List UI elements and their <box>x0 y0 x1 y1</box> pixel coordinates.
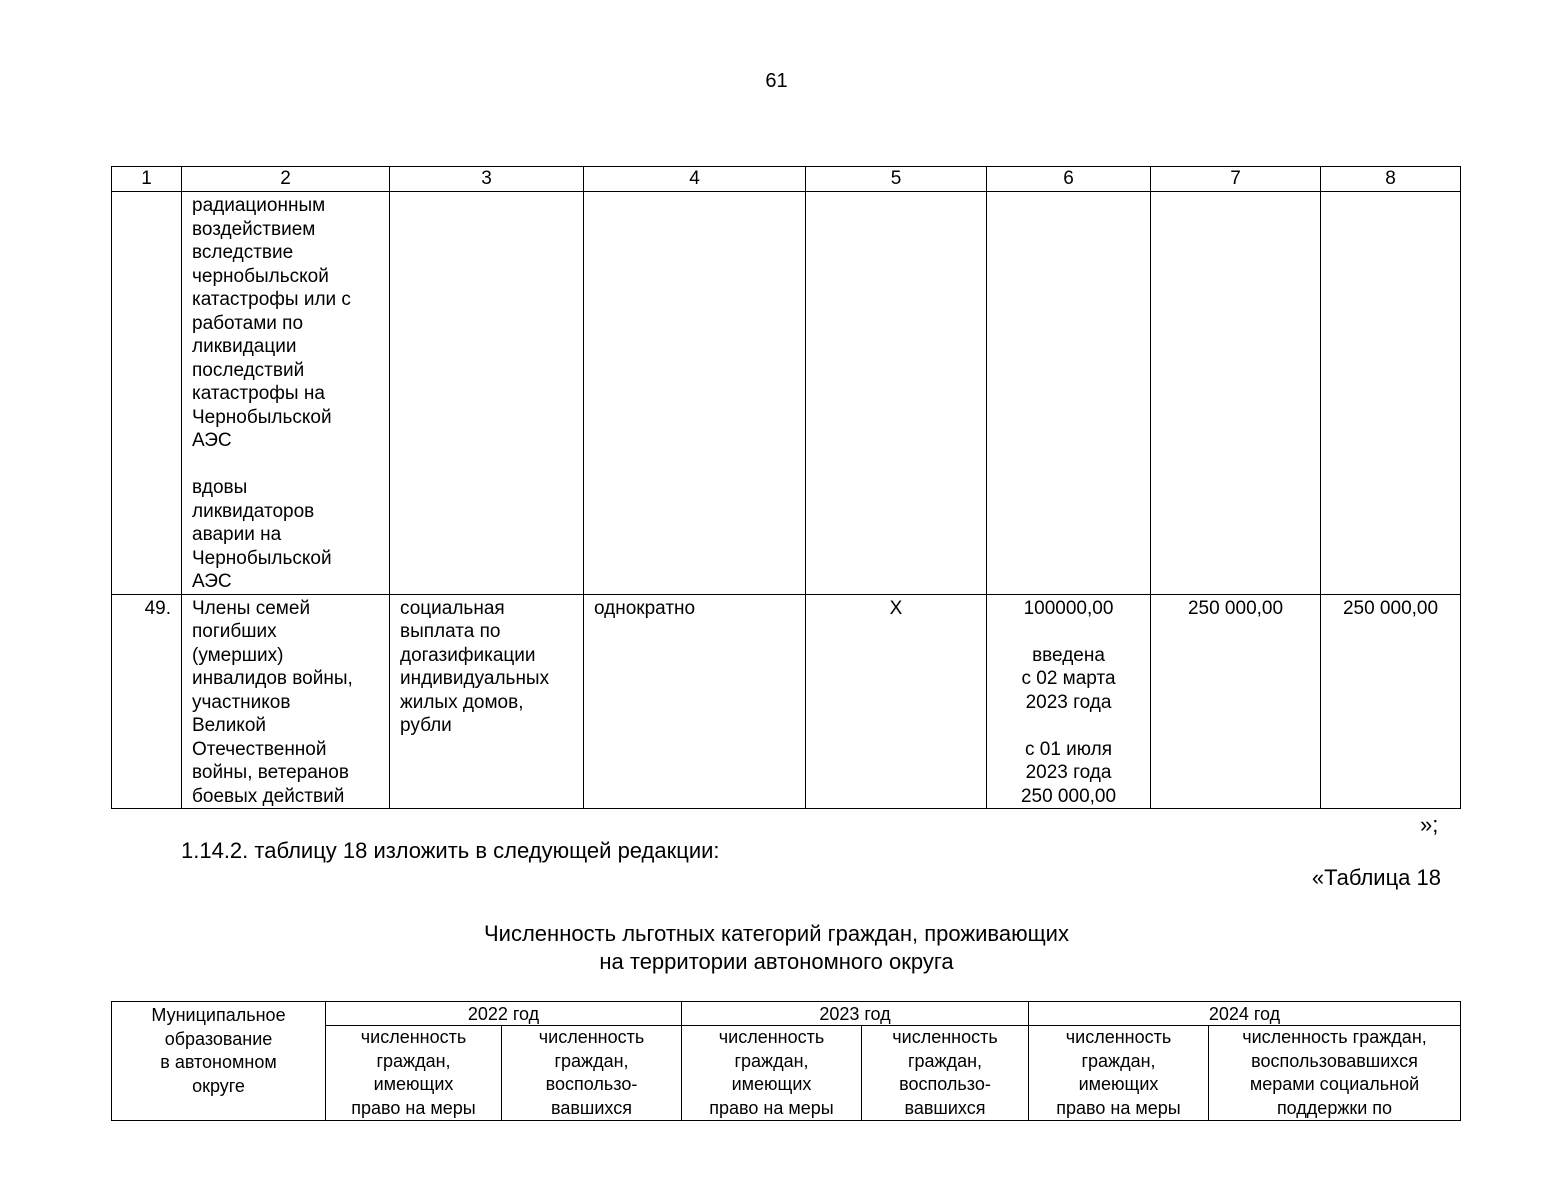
table-cell <box>584 192 806 595</box>
entitled-header: численность граждан, имеющих право на меры <box>682 1026 862 1121</box>
amount-cell: 250 000,00 <box>1321 594 1461 809</box>
category-cell <box>182 192 390 595</box>
column-number: 7 <box>1151 167 1321 192</box>
column-number: 2 <box>182 167 390 192</box>
table-cell <box>987 192 1151 595</box>
category-cell: Члены семей погибших (умерших) инвалидов войны, участников Великой Отечественной войны, ветеранов боевых действий <box>182 594 390 809</box>
table-label: «Таблица 18 <box>1311 865 1441 890</box>
amendment-paragraph: 1.14.2. таблицу 18 изложить в следующей редакции: <box>181 838 720 863</box>
category-text: вдовы ликвидаторов аварии на Чернобыльской АЭС <box>192 477 332 592</box>
column-number: 5 <box>806 167 987 192</box>
used-header: численность граждан, воспользовавшихся мерами социальной поддержки по <box>1209 1026 1461 1121</box>
beneficiaries-table <box>111 1001 1461 1121</box>
amount-cell: 100000,00 введена с 02 марта 2023 года с 01 июля 2023 года 250 000,00 <box>987 594 1151 809</box>
used-header: численность граждан, воспользо- вавшихся <box>502 1026 682 1121</box>
benefits-table-continuation <box>111 166 1461 809</box>
used-header: численность граждан, воспользо- вавшихся <box>862 1026 1029 1121</box>
column-number: 3 <box>390 167 584 192</box>
page-number: 61 <box>765 70 788 92</box>
column-number-row <box>112 167 1461 192</box>
table-cell: Х <box>806 594 987 809</box>
column-number: 4 <box>584 167 806 192</box>
row-number: 49. <box>112 594 182 809</box>
table-cell <box>390 192 584 595</box>
closing-quote: »; <box>1420 812 1439 837</box>
table-row <box>112 192 1461 595</box>
table-title: Численность льготных категорий граждан, проживающих на территории автономного округа <box>484 921 1069 974</box>
table-cell <box>806 192 987 595</box>
year-header-row <box>112 1002 1461 1026</box>
entitled-header: численность граждан, имеющих право на меры <box>1029 1026 1209 1121</box>
table-cell <box>1151 192 1321 595</box>
year-header: 2023 год <box>682 1002 1029 1026</box>
measure-cell: социальная выплата по догазификации индивидуальных жилых домов, рубли <box>390 594 584 809</box>
table-cell <box>1321 192 1461 595</box>
column-number: 8 <box>1321 167 1461 192</box>
municipality-header: Муниципальное образование в автономном округе <box>112 1002 326 1121</box>
table-row <box>112 594 1461 809</box>
table-cell <box>112 192 182 595</box>
year-header: 2022 год <box>326 1002 682 1026</box>
periodicity-cell: однократно <box>584 594 806 809</box>
category-text: радиационным воздействием вследствие чернобыльской катастрофы или с работами по ликвидации последствий катастрофы на Чернобыльской АЭС <box>192 195 351 451</box>
column-number: 6 <box>987 167 1151 192</box>
year-header: 2024 год <box>1029 1002 1461 1026</box>
column-number: 1 <box>112 167 182 192</box>
entitled-header: численность граждан, имеющих право на меры <box>326 1026 502 1121</box>
amount-cell: 250 000,00 <box>1151 594 1321 809</box>
